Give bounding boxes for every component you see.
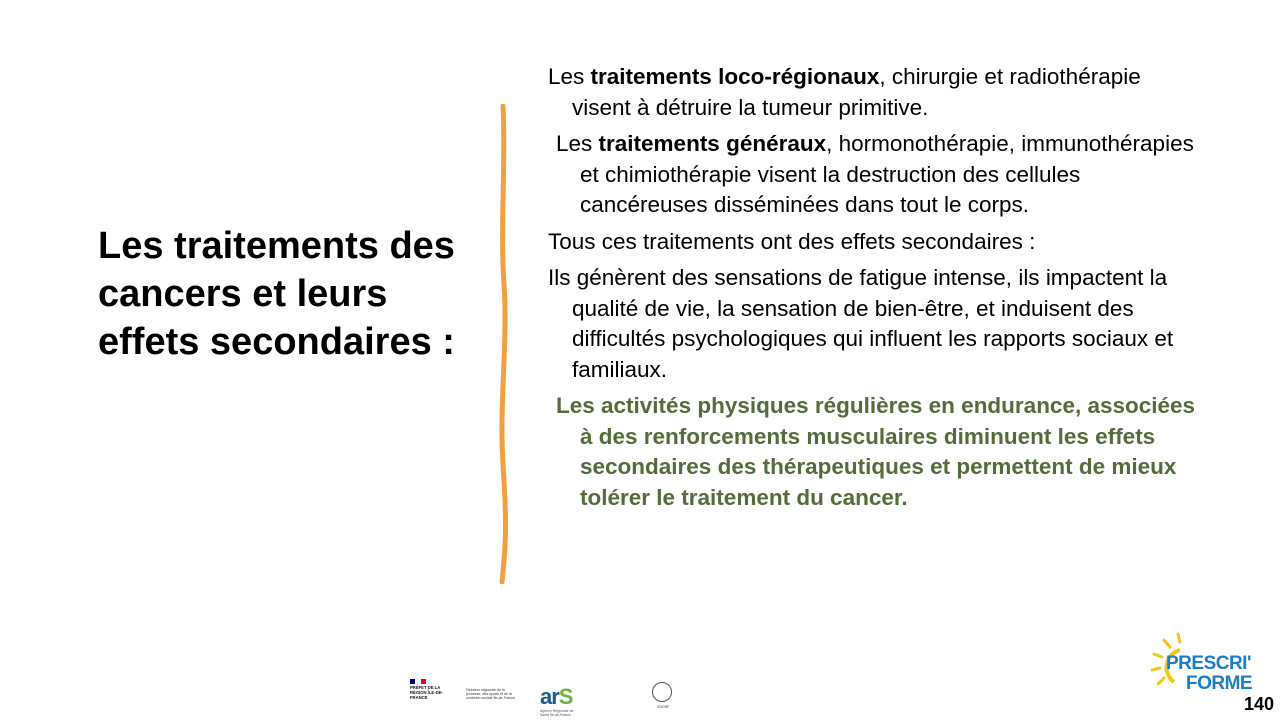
paragraph-fatigue: Ils génèrent des sensations de fatigue intense, ils impactent la qualité de vie, la sensation de bien-être, et induisent des difficultés psychologiques qui influent les rapports sociaux et familiaux. [548, 265, 1174, 382]
prescriforme-line2: FORME [1186, 673, 1253, 694]
partner-logos [400, 678, 700, 718]
prefet-description: Direction régionale de la jeunesse, des sports et de la cohésion sociale Île-de-France [466, 688, 515, 701]
paragraph-effets: Tous ces traitements ont des effets secondaires : [548, 228, 1036, 254]
ars-logo: arS [540, 684, 573, 709]
slide-title: Les traitements des cancers et leurs effets secondaires : [98, 225, 455, 363]
page-number: 140 [1244, 694, 1275, 714]
term-generaux: traitements généraux [598, 131, 827, 156]
prescriforme-line1: PRESCRI' [1166, 653, 1251, 674]
prefet-label: PRÉFET DE LA RÉGION ÎLE-DE-FRANCE [410, 685, 443, 700]
paragraph-loco-regional: Les traitements loco-régionaux, chirurgie et radiothérapie visent à détruire la tumeur primitive. [548, 64, 1141, 120]
divider-line [494, 104, 512, 584]
term-loco-regional: traitements loco-régionaux [590, 64, 880, 89]
ars-subtitle: Agence Régionale de Santé Île-de-France [540, 709, 574, 717]
seal-label: CNOSF [656, 705, 670, 709]
slide-body [548, 62, 1198, 519]
paragraph-activites: Les activités physiques régulières en endurance, associées à des renforcements musculaires diminuent les effets secondaires des thérapeutiques et permettent de mieux tolérer le traitement du cancer. [556, 393, 1196, 510]
cnosf-seal-icon [652, 682, 672, 702]
paragraph-generaux: Les traitements généraux, hormonothérapie, immunothérapies et chimiothérapie visent la destruction des cellules cancéreuses disséminées dans tout le corps. [556, 131, 1194, 217]
marianne-flag-icon [410, 679, 426, 684]
prescriforme-logo [1150, 630, 1253, 702]
